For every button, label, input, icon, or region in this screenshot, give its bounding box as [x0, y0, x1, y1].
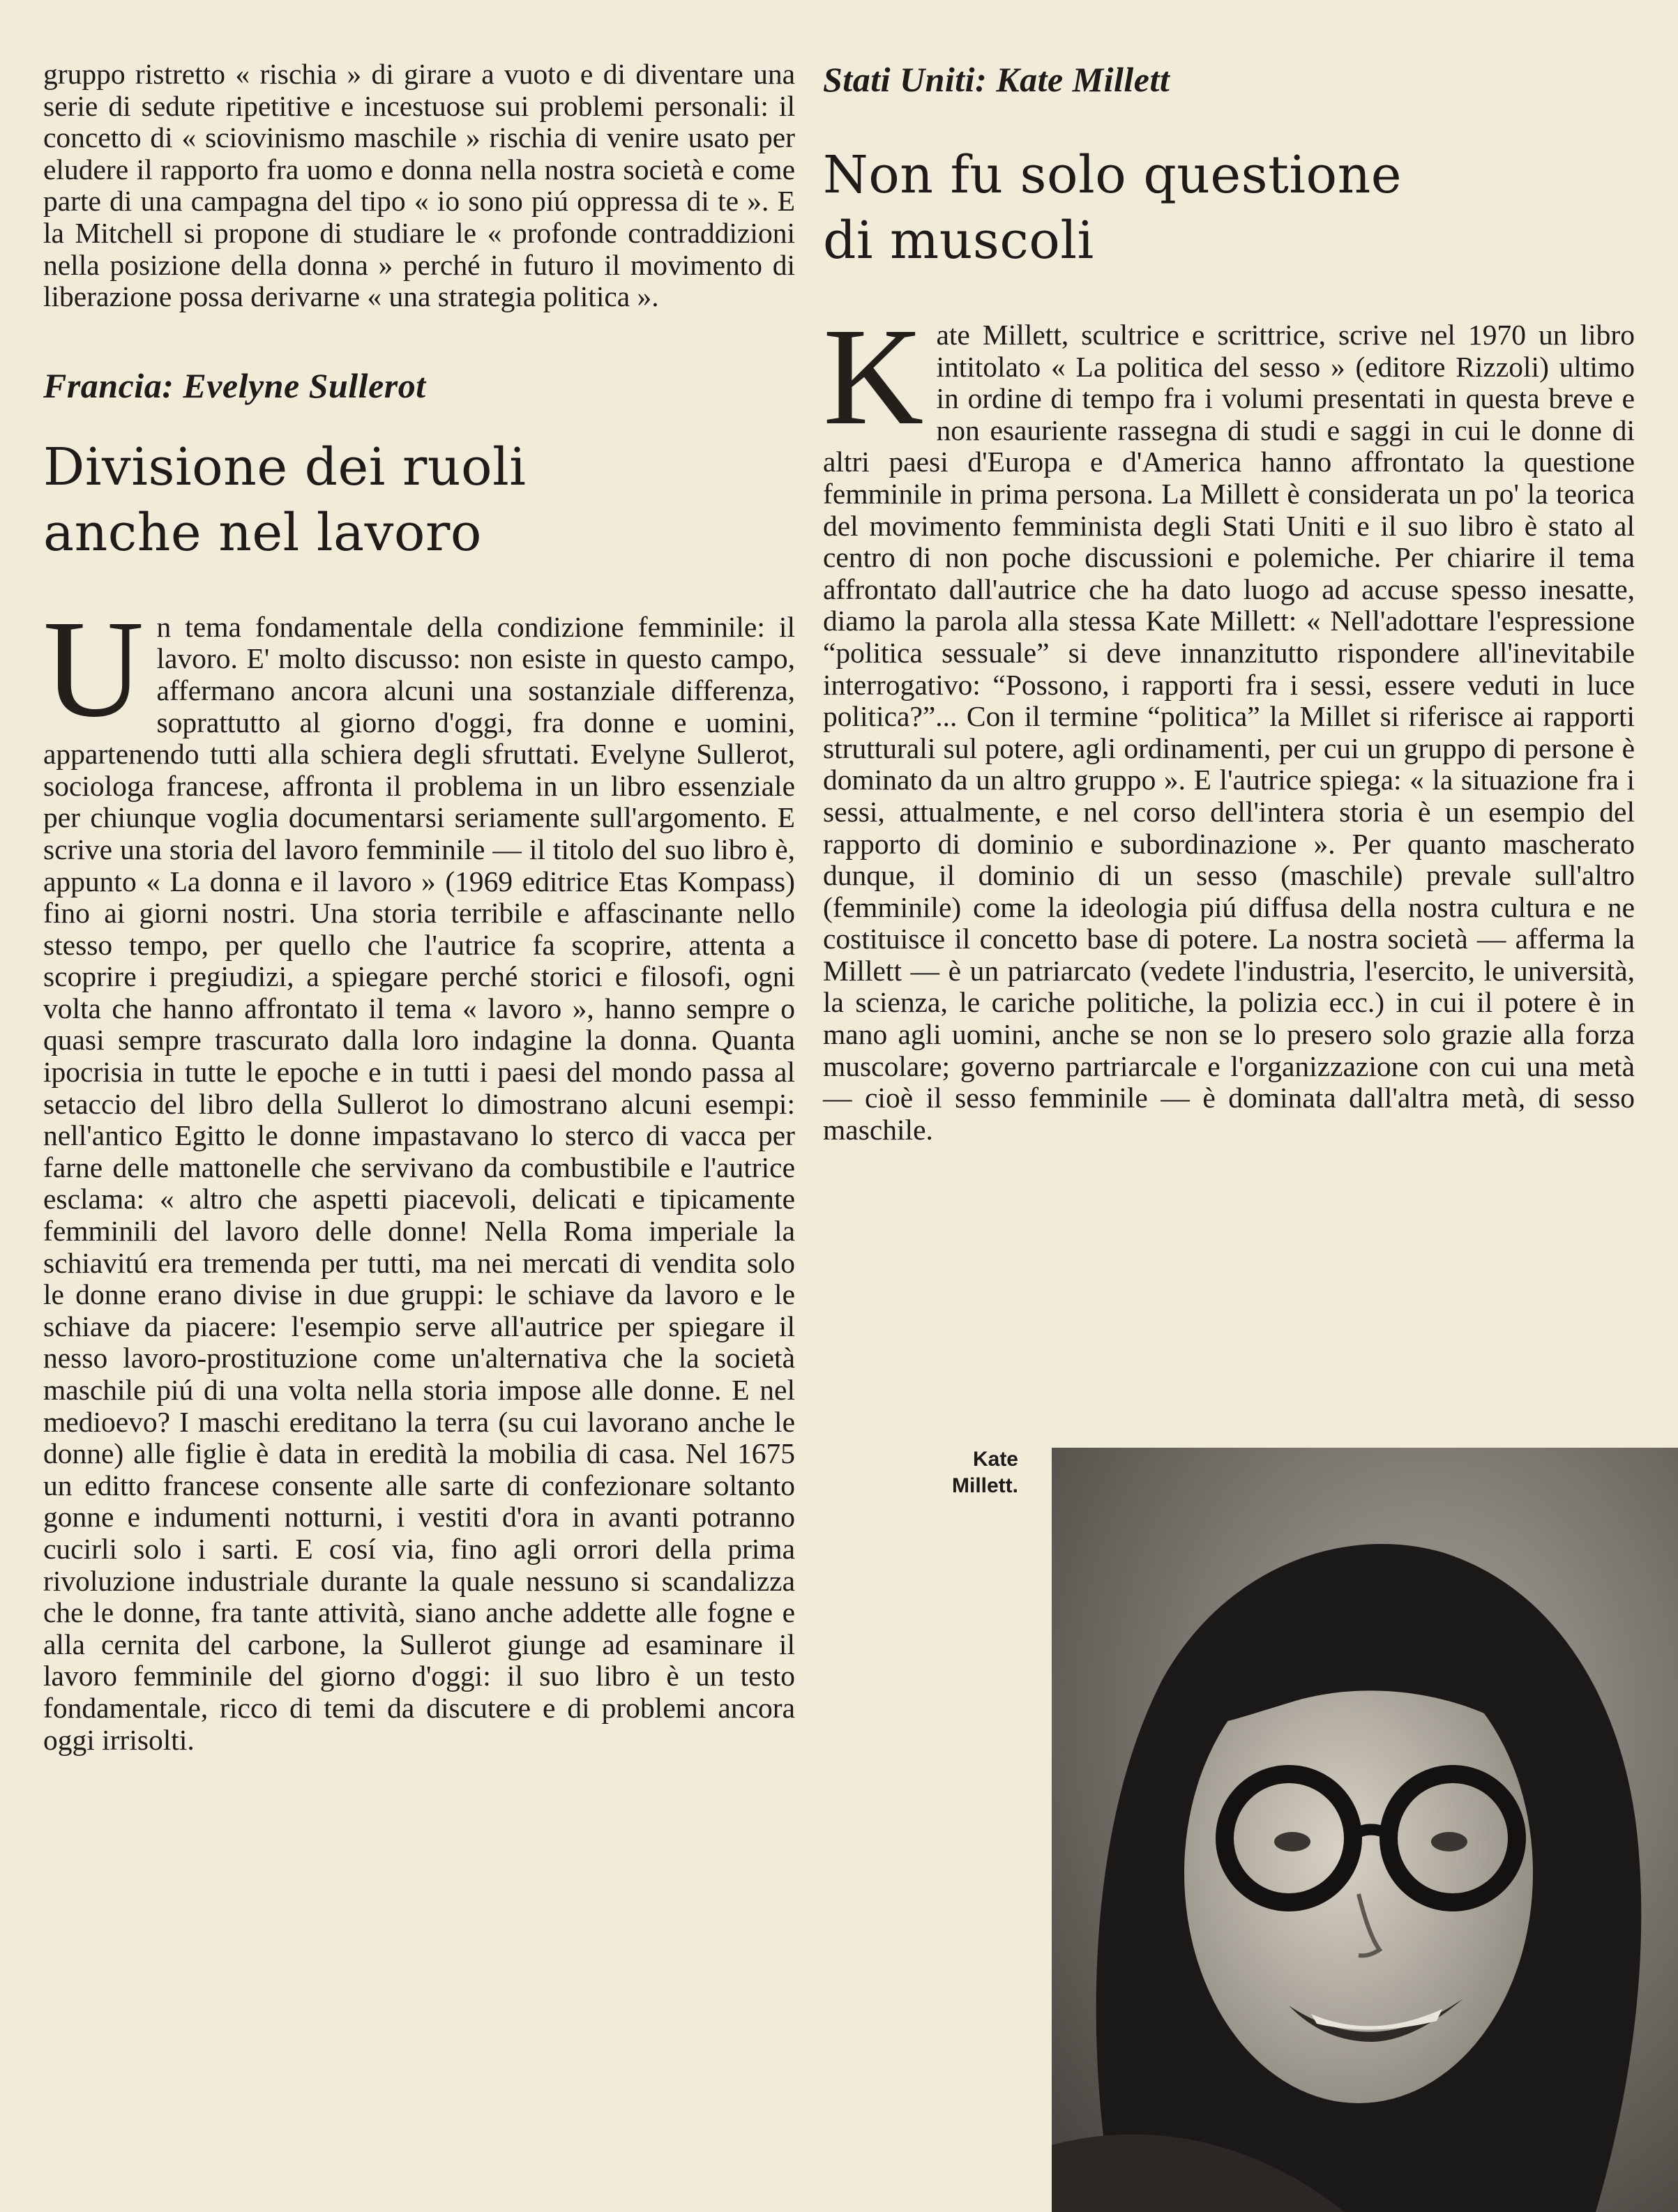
eye-left — [1274, 1832, 1310, 1851]
headline-line: Non fu solo questione — [823, 145, 1403, 205]
portrait-illustration — [1052, 1448, 1678, 2212]
headline-line: di muscoli — [823, 211, 1094, 271]
photo-caption — [907, 1446, 1018, 1499]
section-tag-francia: Francia: Evelyne Sullerot — [43, 365, 426, 405]
dropcap-k: K — [823, 300, 924, 454]
headline-line: anche nel lavoro — [43, 502, 482, 563]
portrait-photo — [1052, 1448, 1678, 2212]
headline-line: Divisione dei ruoli — [43, 437, 527, 497]
article-body: ate Millett, scultrice e scrittrice, scrive nel 1970 un libro intitolato « La politica del sesso » (editore Rizzoli) ultimo in ordine di tempo fra i volumi presentati in questa breve e non esauriente rassegna di studi e saggi in cui le donne di altri paesi d'Europa e d'America hanno affrontato la questione femminile in prima persona. La Millett è considerata un po' la teorica del movimento femminista degli Stati Uniti e il suo libro è stato al centro di non poche discussioni e polemiche. Per chiarire il tema affrontato dall'autrice che ha dato luogo ad accuse spesso inesatte, diamo la parola alla stessa Kate Millett: « Nell'adottare l'espressione “politica sessuale” si deve innanzitutto rispondere all'inevitabile interrogativo: “Possono, i rapporti fra i sessi, essere veduti in luce politica?”... Con il termine “politica” la Millet si riferisce ai rapporti strutturali sul potere, agli ordinamenti, per cui un gruppo di persone è dominato da un altro gruppo ». E l'autrice spiega: « la situazione fra i sessi, attualmente, e nel corso dell'intera storia è un esempio del rapporto di dominio e subordinazione ». Per quanto mascherato dunque, il dominio di un sesso (maschile) prevale sull'altro (femminile) come la ideologia piú diffusa della nostra cultura e ne costituisce il concetto base di potere. La nostra società — afferma la Millett — è un patriarcato (vedete l'industria, l'esercito, le università, la scienza, le cariche politiche, la polizia ecc.) in cui il potere è in mano agli uomini, anche se non se lo presero solo grazie alla forza muscolare; governo partriarcale e l'organizzazione con cui una metà — cioè il sesso femminile — è dominata dall'altra metà, di sesso maschile. — [823, 319, 1635, 1146]
right-column — [823, 59, 1635, 1146]
caption-line: Kate — [972, 1448, 1018, 1471]
left-column — [43, 59, 795, 1756]
dropcap-u: U — [43, 591, 144, 746]
article-sullerot — [43, 591, 795, 1756]
glasses-bridge — [1353, 1830, 1389, 1835]
eye-right — [1431, 1832, 1467, 1851]
article-millett — [823, 300, 1635, 1146]
headline-muscoli — [823, 142, 1635, 273]
article-body: n tema fondamentale della condizione femminile: il lavoro. E' molto discusso: non esiste in questo campo, affermano ancora alcuni una sostanziale differenza, soprattutto al giorno d'oggi, fra donne e uomini, appartenendo tutti alla schiera degli sfruttati. Evelyne Sullerot, sociologa francese, affronta il problema in un libro essenziale per chiunque voglia documentarsi seriamente sull'argomento. E scrive una storia del lavoro femminile — il titolo del suo libro è, appunto « La donna e il lavoro » (1969 editrice Etas Kompass) fino ai giorni nostri. Una storia terribile e affascinante nello stesso tempo, per quello che l'autrice fa scoprire, attenta a scoprire i pregiudizi, a spiegare perché storici e filosofi, ogni volta che hanno affrontato il tema « lavoro », hanno sempre o quasi sempre trascurato dalla loro indagine la donna. Quanta ipocrisia in tutte le epoche e in tutti i paesi del mondo passa al setaccio del libro della Sullerot lo dimostrano alcuni esempi: nell'antico Egitto le donne impastavano lo sterco di vacca per farne delle mattonelle che servivano da combustibile e l'autrice esclama: « altro che aspetti piacevoli, delicati e tipicamente femminili del lavoro delle donne! Nella Roma imperiale la schiavitú era tremenda per tutti, ma nei mercati di vendita solo le donne erano divise in due gruppi: le schiave da lavoro e le schiave da piacere: l'esempio serve all'autrice per spiegare il nesso lavoro-prostituzione come un'alternativa che la società maschile piú di una volta nella storia impose alle donne. E nel medioevo? I maschi ereditano la terra (su cui lavorano anche le donne) alle figlie è data in eredità la mobilia di casa. Nel 1675 un editto francese consente alle sarte di confezionare soltanto gonne e indumenti notturni, i vestiti d'ora in avanti potranno cucirli solo i sarti. E cosí via, fino agli orrori della prima rivoluzione industriale durante la quale nessuno si scandalizza che le donne, fra tante attività, siano anche addette alle fogne e alla cernita del carbone, la Sullerot giunge ad esaminare il lavoro femminile del giorno d'oggi: il suo libro è un testo fondamentale, ricco di temi da discutere e di problemi ancora oggi irrisolti. — [43, 610, 795, 1756]
headline-divisione — [43, 434, 795, 566]
section-tag-stati-uniti: Stati Uniti: Kate Millett — [823, 60, 1170, 99]
intro-paragraph: gruppo ristretto « rischia » di girare a vuoto e di diventare una serie di sedute ripetitive e incestuose sui problemi personali: il concetto di « sciovinismo maschile » rischia di venire usato per eludere il rapporto fra uomo e donna nella nostra società e come parte di una campagna del tipo « io sono piú oppressa di te ». E la Mitchell si propone di studiare le « profonde contraddizioni nella posizione della donna » perché in futuro il movimento di liberazione possa derivarne « una strategia politica ». — [43, 58, 795, 313]
caption-line: Millett. — [952, 1474, 1018, 1497]
